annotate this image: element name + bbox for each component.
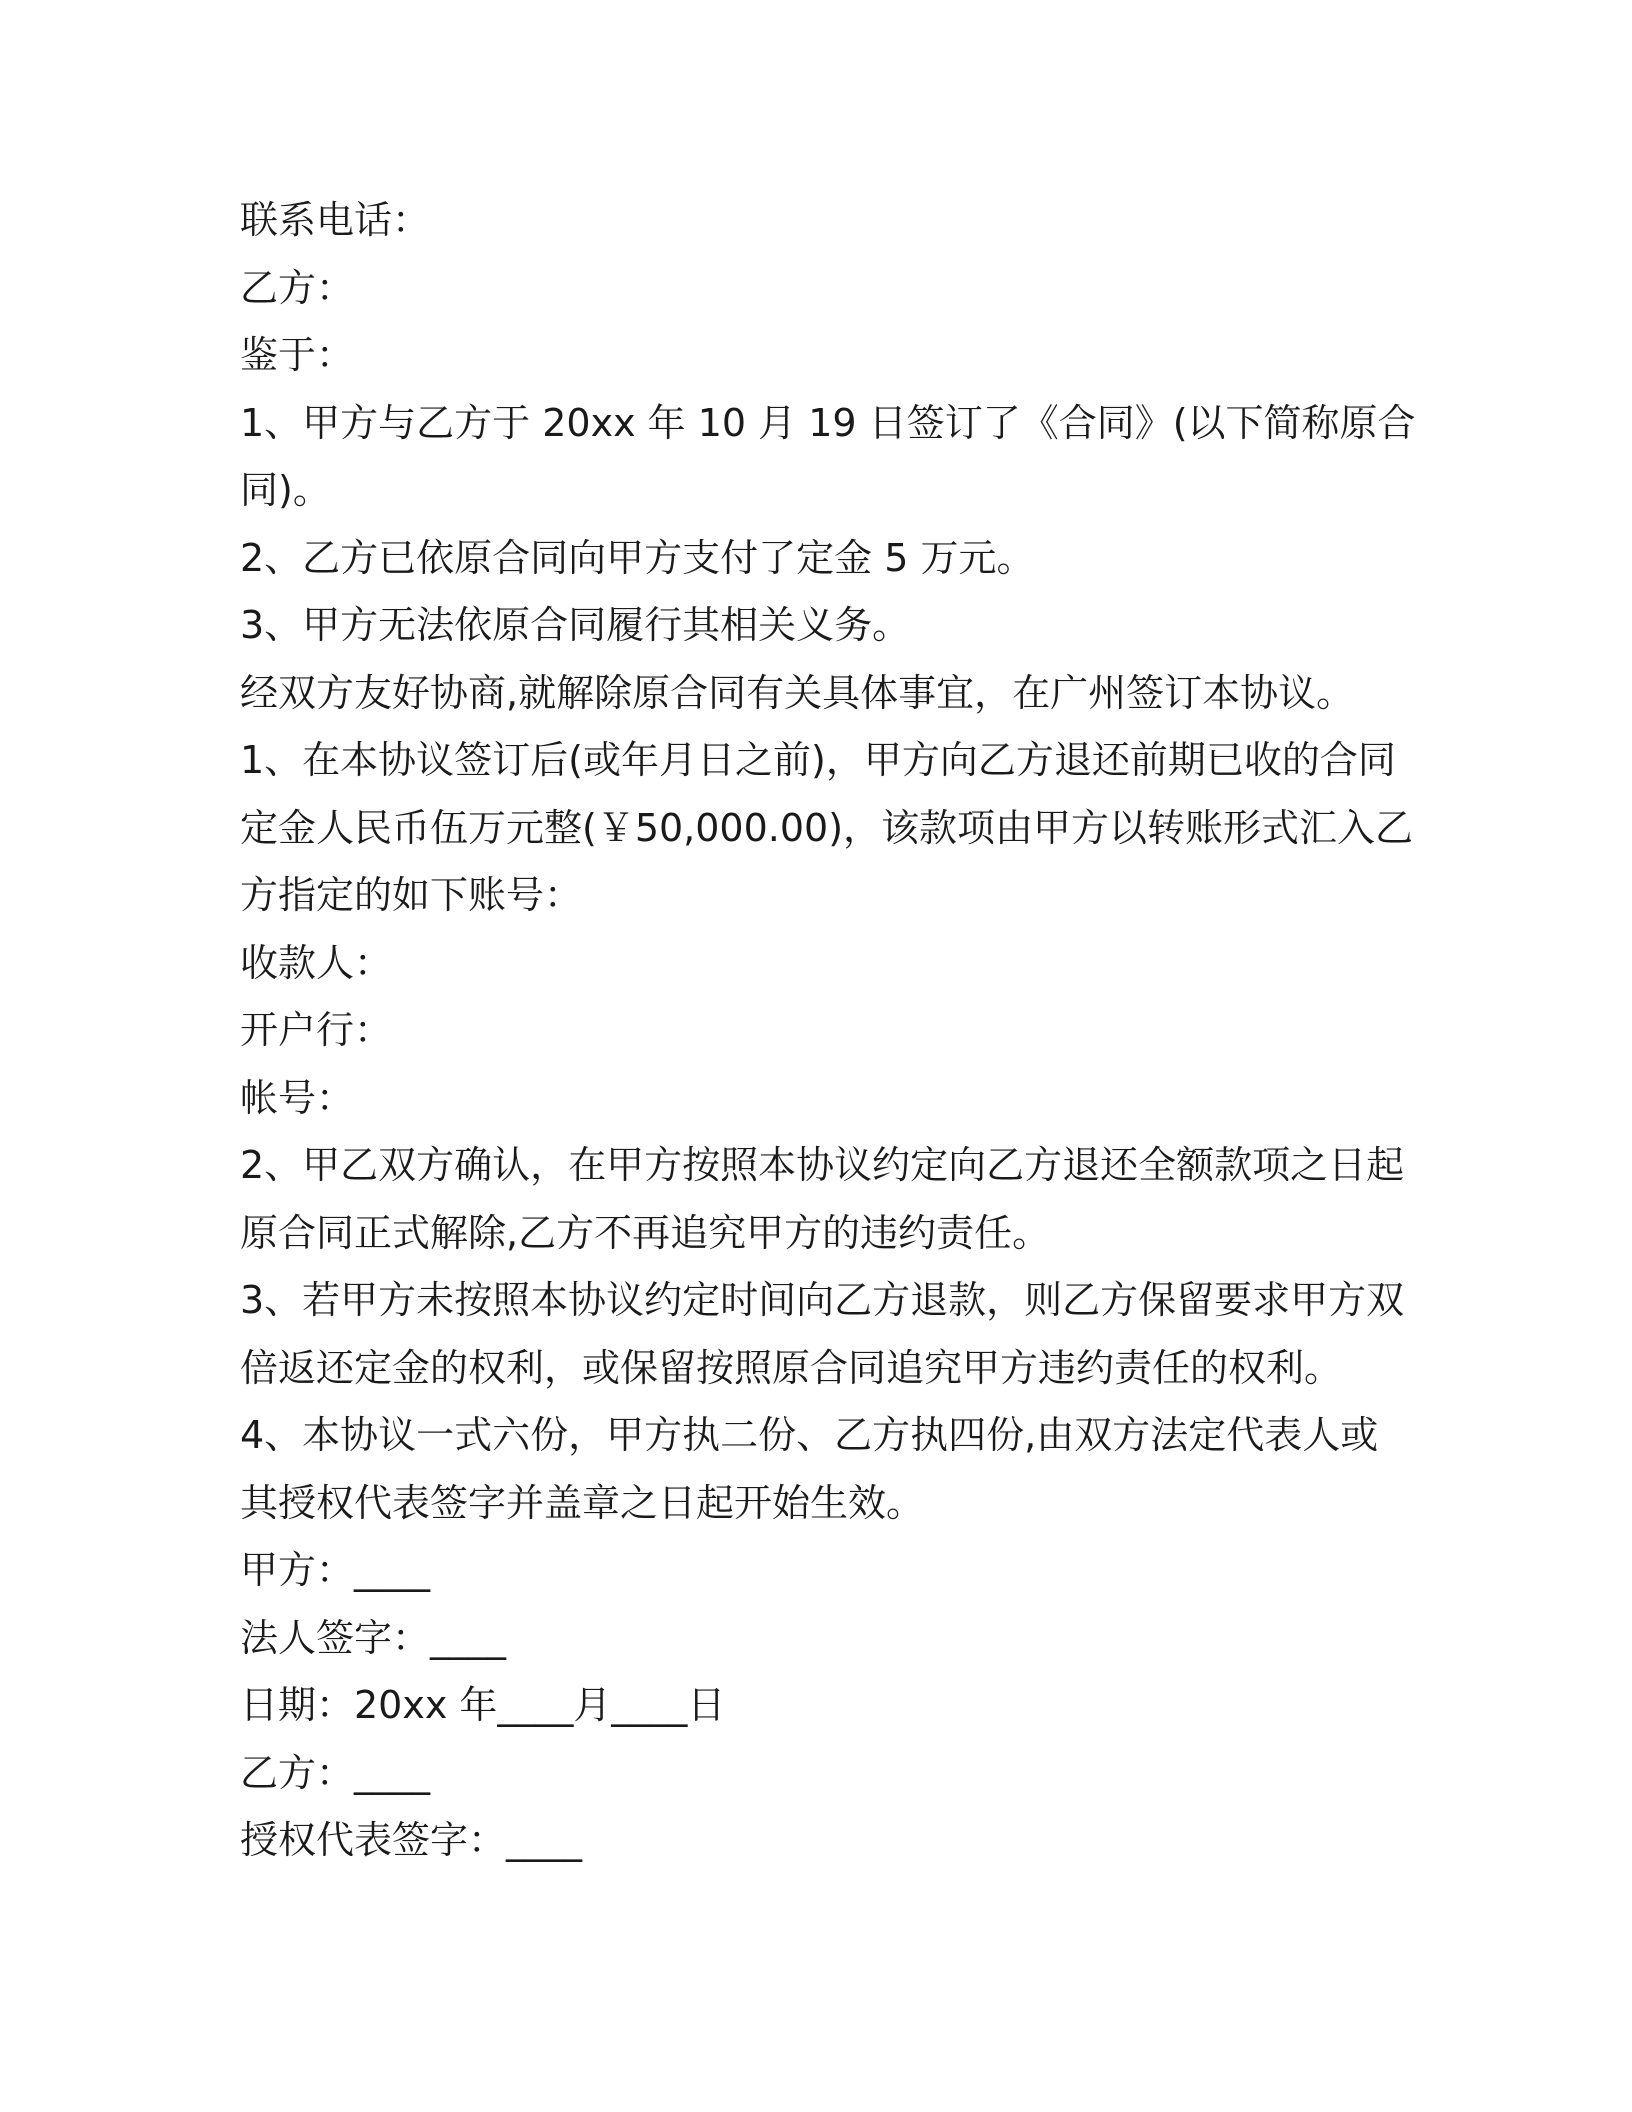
payee-label: 收款人： [240, 940, 393, 985]
party-b-signature-line: 乙方：____ [240, 1750, 431, 1795]
account-label: 帐号： [240, 1075, 355, 1120]
document-body [240, 187, 1416, 1875]
party-a-signature-line: 甲方：____ [240, 1548, 431, 1592]
clause-2-line-1: 2、甲乙双方确认，在甲方按照本协议约定向乙方退还全额款项之日起 [240, 1143, 1405, 1187]
clause-1-line-2: 定金人民币伍万元整(￥50,000.00)，该款项由甲方以转账形式汇入乙 [240, 805, 1414, 850]
legal-rep-signature-line: 法人签字：____ [240, 1615, 507, 1660]
agreement-intro: 经双方友好协商,就解除原合同有关具体事宜，在广州签订本协议。 [240, 670, 1355, 715]
whereas-item-1-line-1: 1、甲方与乙方于 20xx 年 10 月 19 日签订了《合同》(以下简称原合 [240, 400, 1416, 445]
clause-2-line-2: 原合同正式解除,乙方不再追究甲方的违约责任。 [240, 1210, 1051, 1255]
contact-phone-label: 联系电话： [240, 198, 431, 242]
whereas-heading: 鉴于： [240, 333, 355, 377]
whereas-item-2: 2、乙方已依原合同向甲方支付了定金 5 万元。 [240, 535, 1035, 580]
clause-1-line-3: 方指定的如下账号： [240, 873, 583, 917]
bank-label: 开户行： [240, 1008, 393, 1052]
date-line: 日期：20xx 年____月____日 [240, 1683, 726, 1727]
clause-4-line-2: 其授权代表签字并盖章之日起开始生效。 [240, 1480, 925, 1525]
authorized-rep-signature-line: 授权代表签字：____ [240, 1818, 583, 1862]
clause-4-line-1: 4、本协议一式六份，甲方执二份、乙方执四份,由双方法定代表人或 [240, 1413, 1379, 1457]
whereas-item-3: 3、甲方无法依原合同履行其相关义务。 [240, 603, 911, 647]
clause-3-line-1: 3、若甲方未按照本协议约定时间向乙方退款，则乙方保留要求甲方双 [240, 1278, 1405, 1322]
whereas-item-1-line-2: 同)。 [240, 468, 331, 512]
party-b-label: 乙方： [240, 265, 355, 310]
clause-3-line-2: 倍返还定金的权利，或保留按照原合同追究甲方违约责任的权利。 [240, 1345, 1343, 1390]
clause-1-line-1: 1、在本协议签订后(或年月日之前)，甲方向乙方退还前期已收的合同 [240, 738, 1396, 782]
